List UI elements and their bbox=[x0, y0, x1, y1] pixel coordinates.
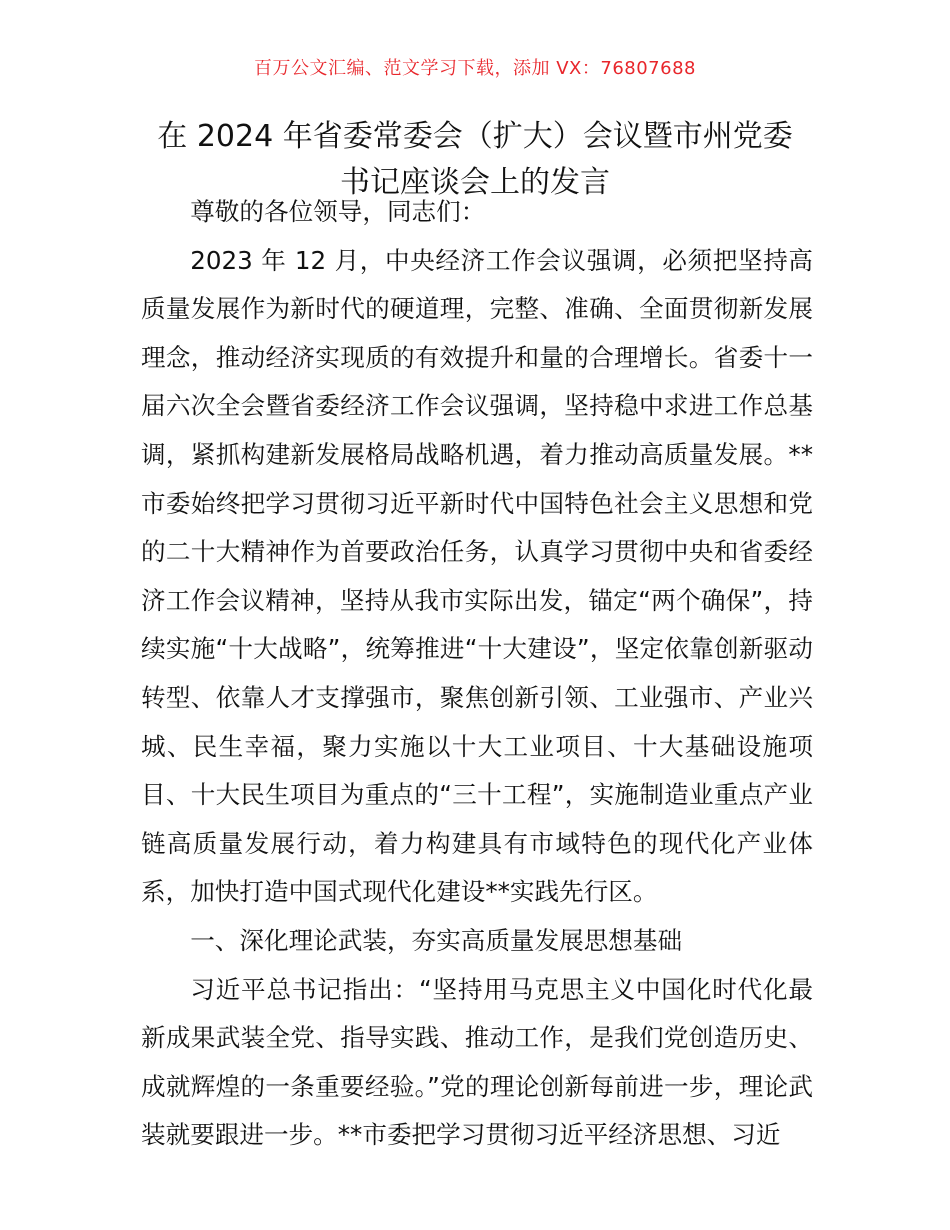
document-body bbox=[141, 188, 813, 1160]
header-banner: 百万公文汇编、范文学习下载，添加 VX：76807688 bbox=[254, 58, 696, 79]
title-line-1: 在 2024 年省委常委会（扩大）会议暨市州党委 bbox=[157, 119, 793, 154]
salutation: 尊敬的各位领导，同志们： bbox=[190, 197, 486, 226]
title-line-2: 书记座谈会上的发言 bbox=[340, 165, 610, 200]
paragraph-section-1: 习近平总书记指出：“坚持用马克思主义中国化时代化最新成果武装全党、指导实践、推动工作，是我们党创造历史、成就辉煌的一条重要经验。”党的理论创新每前进一步，理论武装就要跟进一步。**市委把学习贯彻习近平经济思想、习近 bbox=[141, 974, 813, 1150]
paragraph-intro: 2023 年 12 月，中央经济工作会议强调，必须把坚持高质量发展作为新时代的硬道理，完整、准确、全面贯彻新发展理念，推动经济实现质的有效提升和量的合理增长。省委十一届六次全会暨省委经济工作会议强调，坚持稳中求进工作总基调，紧抓构建新发展格局战略机遇，着力推动高质量发展。**市委始终把学习贯彻习近平新时代中国特色社会主义思想和党的二十大精神作为首要政治任务，认真学习贯彻中央和省委经济工作会议精神，坚持从我市实际出发，锚定“两个确保”，持续实施“十大战略”，统筹推进“十大建设”，坚定依靠创新驱动转型、依靠人才支撑强市，聚焦创新引领、工业强市、产业兴城、民生幸福，聚力实施以十大工业项目、十大基础设施项目、十大民生项目为重点的“三十工程”，实施制造业重点产业链高质量发展行动，着力构建具有市域特色的现代化产业体系，加快打造中国式现代化建设**实践先行区。 bbox=[141, 245, 813, 907]
section-heading-1: 一、深化理论武装，夯实高质量发展思想基础 bbox=[190, 925, 683, 955]
